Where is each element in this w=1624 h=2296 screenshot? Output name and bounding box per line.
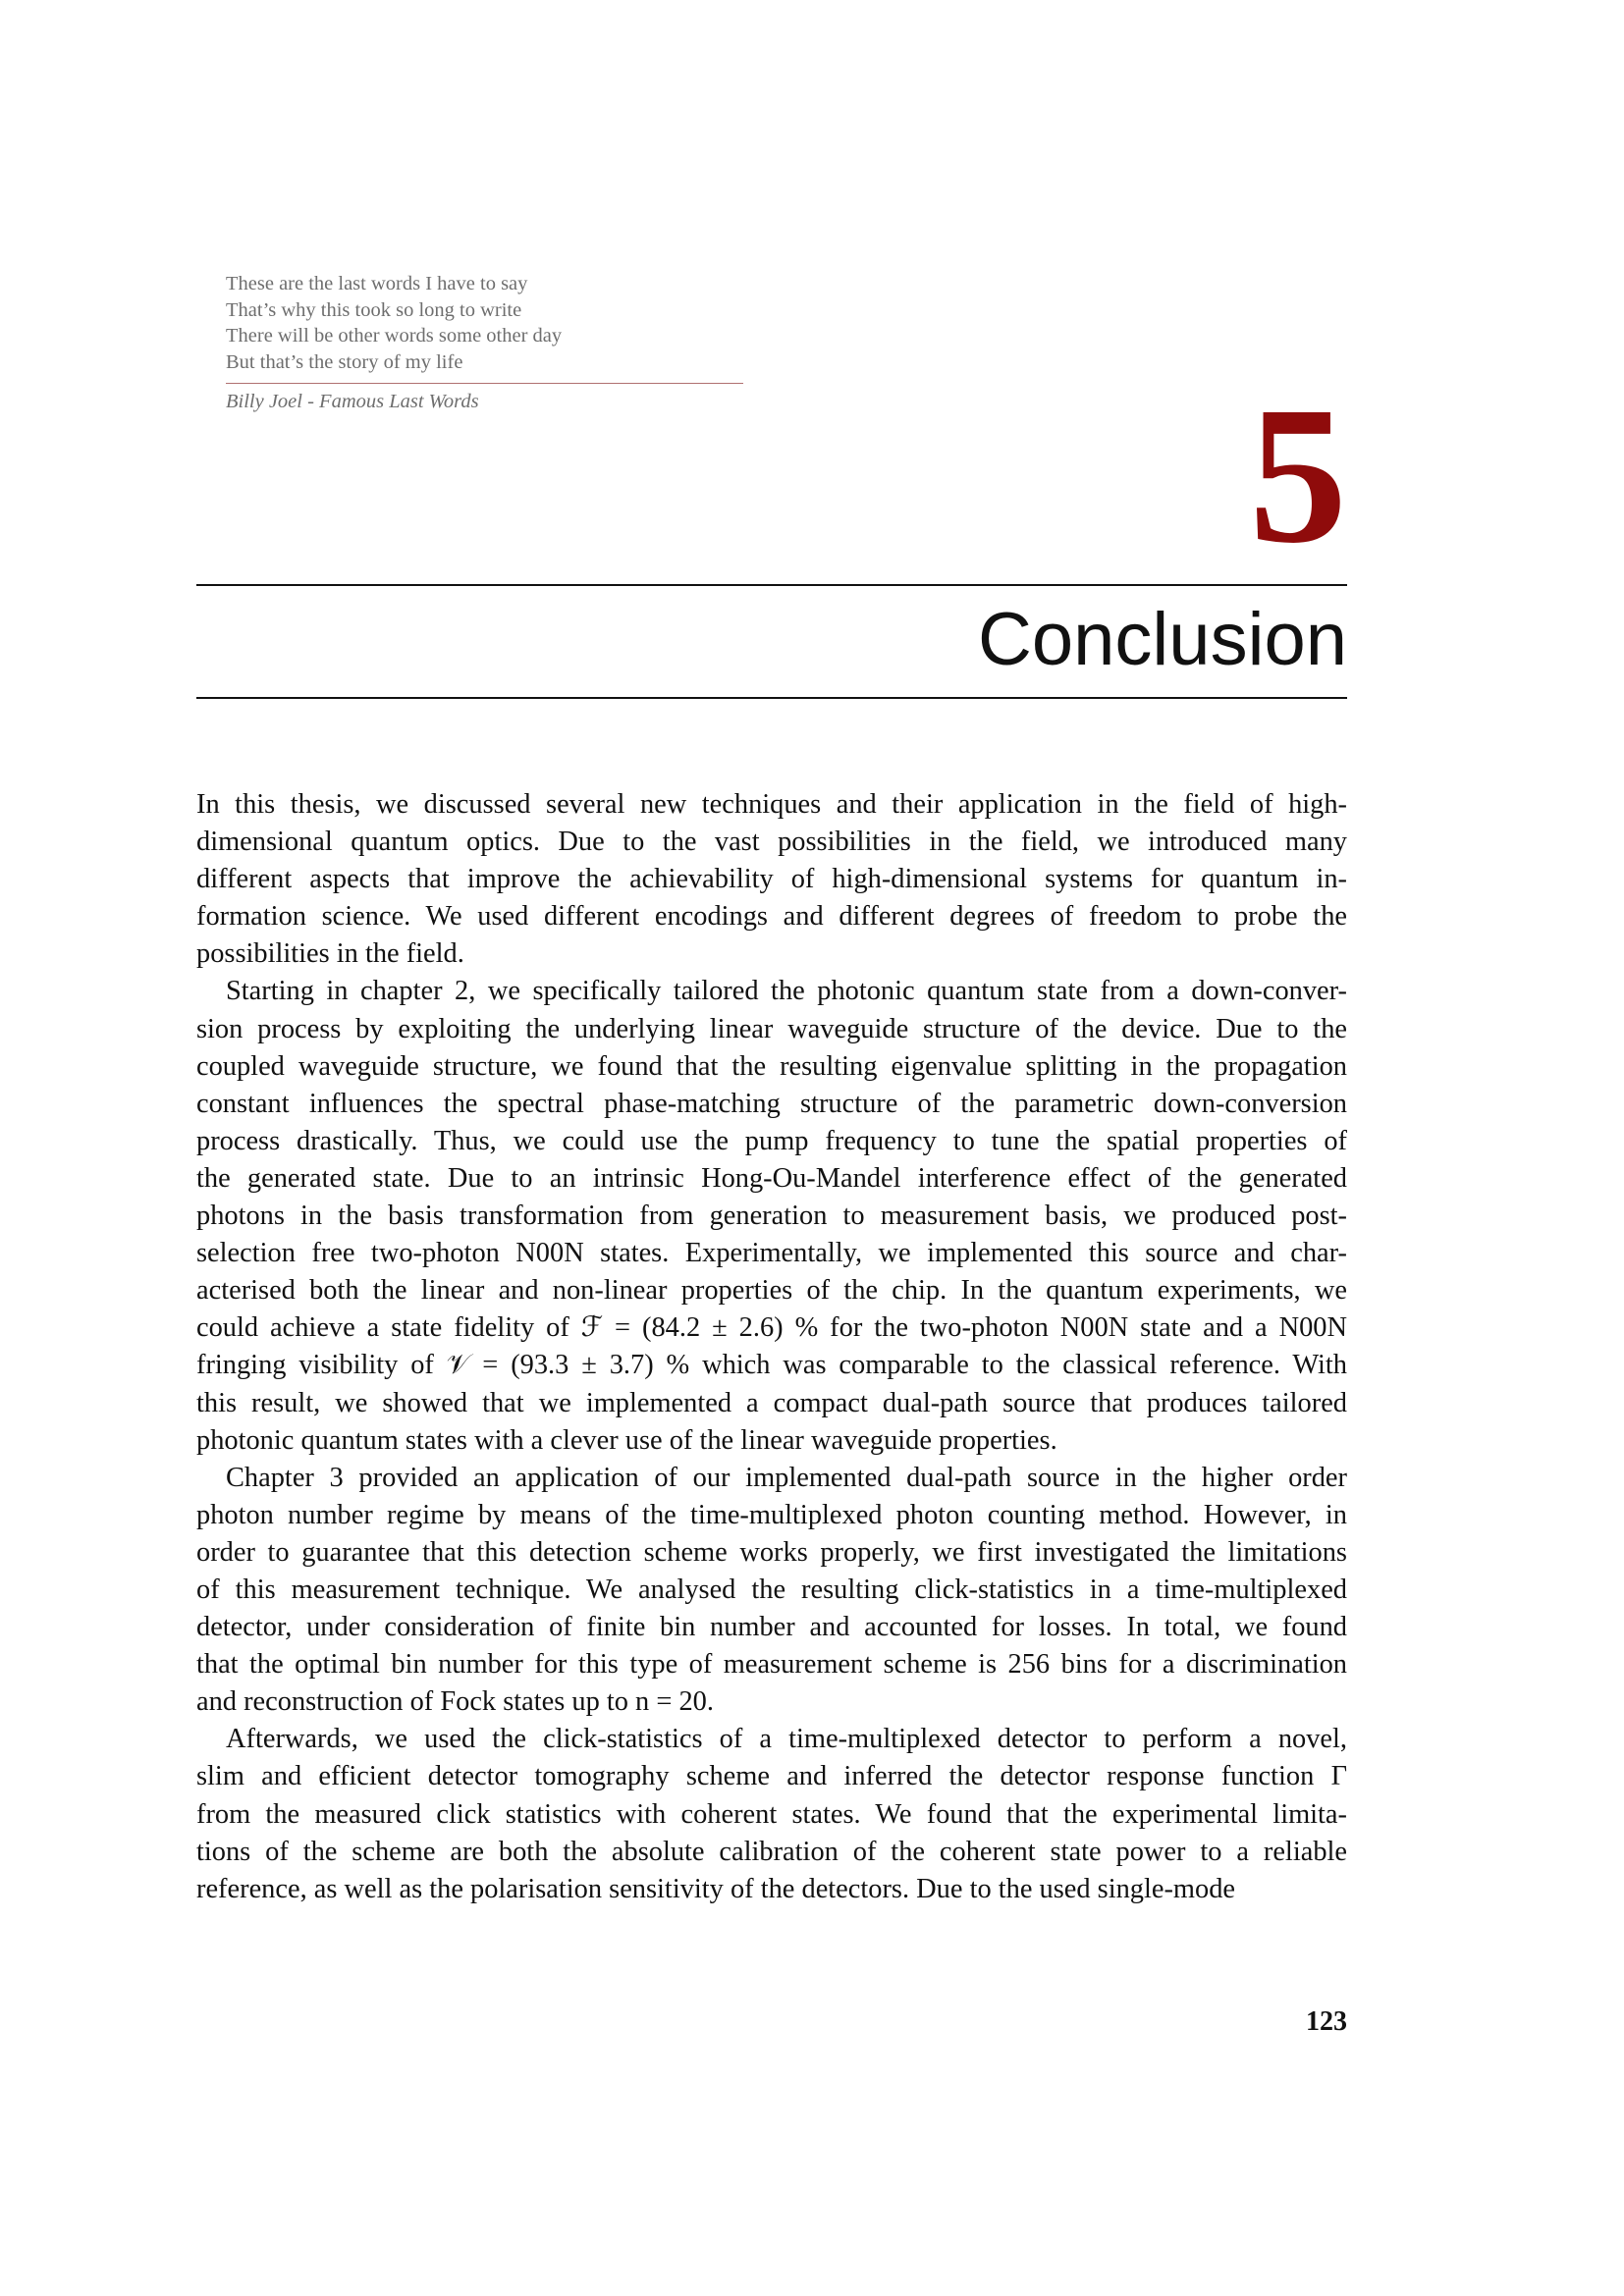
paragraph-line: of this measurement technique. We analysed the resulting click-statistics in a time-multiplexed [196, 1574, 1347, 1605]
chapter-rule-top [196, 584, 1347, 586]
paragraph-line: could achieve a state fidelity of ℱ = (84.2 ± 2.6) % for the two-photon N00N state and a N00N [196, 1312, 1347, 1344]
paragraph-line: and reconstruction of Fock states up to n = 20. [196, 1686, 714, 1718]
epigraph-line: There will be other words some other day [226, 325, 563, 347]
epigraph-line: That’s why this took so long to write [226, 298, 522, 321]
paragraph [196, 973, 1347, 1459]
paragraph-line: fringing visibility of 𝒱 = (93.3 ± 3.7) % which was comparable to the classical reference. With [196, 1350, 1347, 1381]
paragraph-line: different aspects that improve the achievability of high-dimensional systems for quantum in- [196, 864, 1347, 895]
paragraph [196, 1460, 1347, 1722]
epigraph-source: Billy Joel - Famous Last Words [226, 391, 479, 412]
paragraph-line: acterised both the linear and non-linear properties of the chip. In the quantum experiments, we [196, 1275, 1347, 1307]
paragraph-line: photons in the basis transformation from generation to measurement basis, we produced post- [196, 1201, 1347, 1232]
paragraph-line: process drastically. Thus, we could use the pump frequency to tune the spatial properties of [196, 1125, 1347, 1156]
paragraph [196, 1721, 1347, 1907]
epigraph-line: These are the last words I have to say [226, 273, 528, 294]
paragraph-line: the generated state. Due to an intrinsic Hong-Ou-Mandel interference effect of the generated [196, 1162, 1347, 1194]
paragraph-line: Starting in chapter 2, we specifically tailored the photonic quantum state from a down-conver- [226, 976, 1347, 1007]
paragraph-line: formation science. We used different encodings and different degrees of freedom to probe the [196, 901, 1347, 933]
epigraph-line: But that’s the story of my life [226, 350, 463, 373]
paragraph-line: slim and efficient detector tomography scheme and inferred the detector response function Γ [196, 1761, 1347, 1792]
chapter-rule-bottom [196, 697, 1347, 699]
paragraph-line: Afterwards, we used the click-statistics of a time-multiplexed detector to perform a novel, [226, 1724, 1347, 1755]
chapter-number: 5 [1249, 367, 1347, 584]
paragraph-line: selection free two-photon N00N states. Experimentally, we implemented this source and char- [196, 1238, 1347, 1269]
paragraph-line: Chapter 3 provided an application of our implemented dual-path source in the higher order [226, 1462, 1347, 1493]
page-number: 123 [1306, 2006, 1347, 2037]
epigraph-divider [226, 383, 743, 384]
paragraph-line: that the optimal bin number for this type of measurement scheme is 256 bins for a discrimination [196, 1649, 1347, 1681]
paragraph-line: tions of the scheme are both the absolute calibration of the coherent state power to a reliable [196, 1836, 1347, 1867]
paragraph-line: In this thesis, we discussed several new techniques and their application in the field of high- [196, 789, 1347, 820]
paragraph-line: from the measured click statistics with coherent states. We found that the experimental limita- [196, 1798, 1347, 1830]
paragraph-line: reference, as well as the polarisation sensitivity of the detectors. Due to the used single-mode [196, 1873, 1236, 1904]
paragraph-line: photon number regime by means of the time-multiplexed photon counting method. However, in [196, 1499, 1347, 1530]
paragraph-line: coupled waveguide structure, we found that the resulting eigenvalue splitting in the propagation [196, 1050, 1347, 1082]
paragraph [196, 786, 1347, 973]
body-text [196, 786, 1347, 1908]
epigraph [226, 271, 746, 375]
paragraph-line: order to guarantee that this detection scheme works properly, we first investigated the limitations [196, 1536, 1347, 1568]
paragraph-line: constant influences the spectral phase-matching structure of the parametric down-conversion [196, 1088, 1347, 1119]
paragraph-line: detector, under consideration of finite bin number and accounted for losses. In total, we found [196, 1612, 1347, 1643]
paragraph-line: photonic quantum states with a clever use of the linear waveguide properties. [196, 1424, 1057, 1456]
chapter-title: Conclusion [978, 598, 1347, 681]
paragraph-line: sion process by exploiting the underlying linear waveguide structure of the device. Due to the [196, 1013, 1347, 1044]
paragraph-line: dimensional quantum optics. Due to the vast possibilities in the field, we introduced many [196, 827, 1347, 858]
paragraph-line: this result, we showed that we implemented a compact dual-path source that produces tailored [196, 1387, 1347, 1418]
paragraph-line: possibilities in the field. [196, 938, 464, 970]
